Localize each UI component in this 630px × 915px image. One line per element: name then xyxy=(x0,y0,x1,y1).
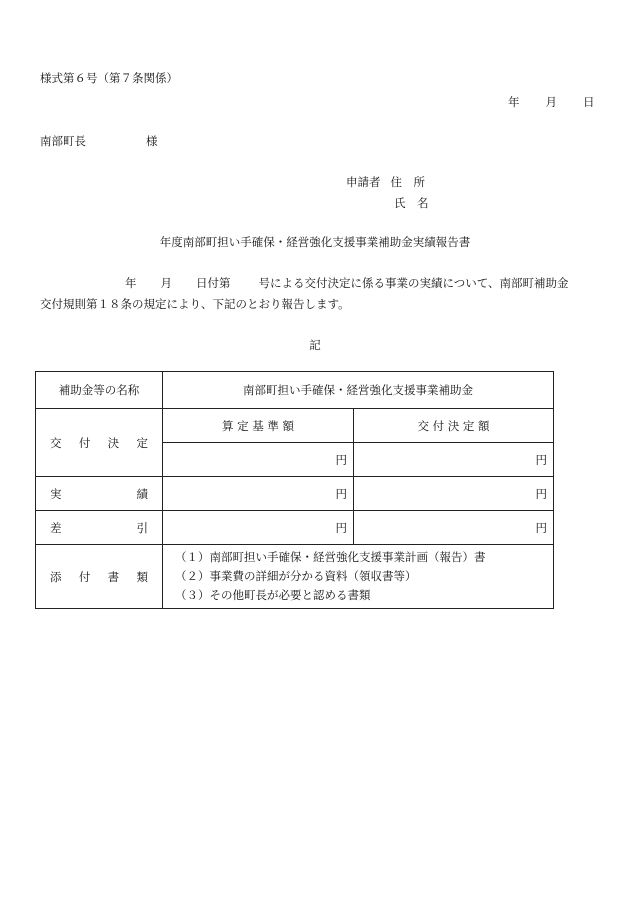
date-year: 年 xyxy=(508,95,520,109)
attachment-item-2: （２）事業費の詳細が分かる資料（領収書等） xyxy=(175,569,417,583)
row-actual xyxy=(36,477,554,511)
diff-basis-amount: 円 xyxy=(163,511,354,545)
addressee-honorific: 様 xyxy=(146,134,158,148)
date-day: 日 xyxy=(583,95,595,109)
basis-amount: 円 xyxy=(163,443,354,477)
row-decision-header xyxy=(36,409,554,443)
name-value: 南部町担い手確保・経営強化支援事業補助金 xyxy=(163,372,554,409)
actual-label: 実 績 xyxy=(36,477,163,511)
name-label: 補助金等の名称 xyxy=(36,372,163,409)
diff-label: 差 引 xyxy=(36,511,163,545)
form-number: 様式第６号（第７条関係） xyxy=(40,71,178,85)
decision-header: 交 付 決 定 額 xyxy=(354,409,554,443)
report-title: 年度南部町担い手確保・経営強化支援事業補助金実績報告書 xyxy=(159,235,471,249)
ki-heading: 記 xyxy=(309,338,321,352)
decision-amount: 円 xyxy=(354,443,554,477)
attachment-item-3: （３）その他町長が必要と認める書類 xyxy=(175,588,371,602)
body-day-no: 日付第 xyxy=(196,276,231,290)
row-attachments xyxy=(36,545,554,609)
addressee xyxy=(40,133,158,149)
row-diff xyxy=(36,511,554,545)
body-rest: 号による交付決定に係る事業の実績について、南部町補助金 xyxy=(258,276,569,290)
basis-header: 算 定 基 準 額 xyxy=(163,409,354,443)
body-line-1 xyxy=(40,273,569,294)
applicant-label: 申請者 xyxy=(346,175,381,189)
actual-decision-amount: 円 xyxy=(354,477,554,511)
applicant-name-line: 氏 名 xyxy=(394,196,429,210)
date-line xyxy=(508,94,595,110)
body-month: 月 xyxy=(160,276,172,290)
decision-label: 交 付 決 定 xyxy=(36,409,163,477)
body-year: 年 xyxy=(125,276,137,290)
addressee-name: 南部町長 xyxy=(40,134,86,148)
diff-decision-amount: 円 xyxy=(354,511,554,545)
attachment-item-1: （１）南部町担い手確保・経営強化支援事業計画（報告）書 xyxy=(175,550,486,564)
applicant-address-line xyxy=(346,174,425,190)
row-name xyxy=(36,372,554,409)
summary-table xyxy=(35,371,554,609)
address-label: 住 所 xyxy=(390,175,425,189)
body-line-2: 交付規則第１８条の規定により、下記のとおり報告します。 xyxy=(40,297,350,311)
attachment-list xyxy=(163,545,554,609)
attach-label: 添 付 書 類 xyxy=(36,545,163,609)
date-month: 月 xyxy=(545,95,557,109)
body-text xyxy=(40,273,569,315)
actual-basis-amount: 円 xyxy=(163,477,354,511)
